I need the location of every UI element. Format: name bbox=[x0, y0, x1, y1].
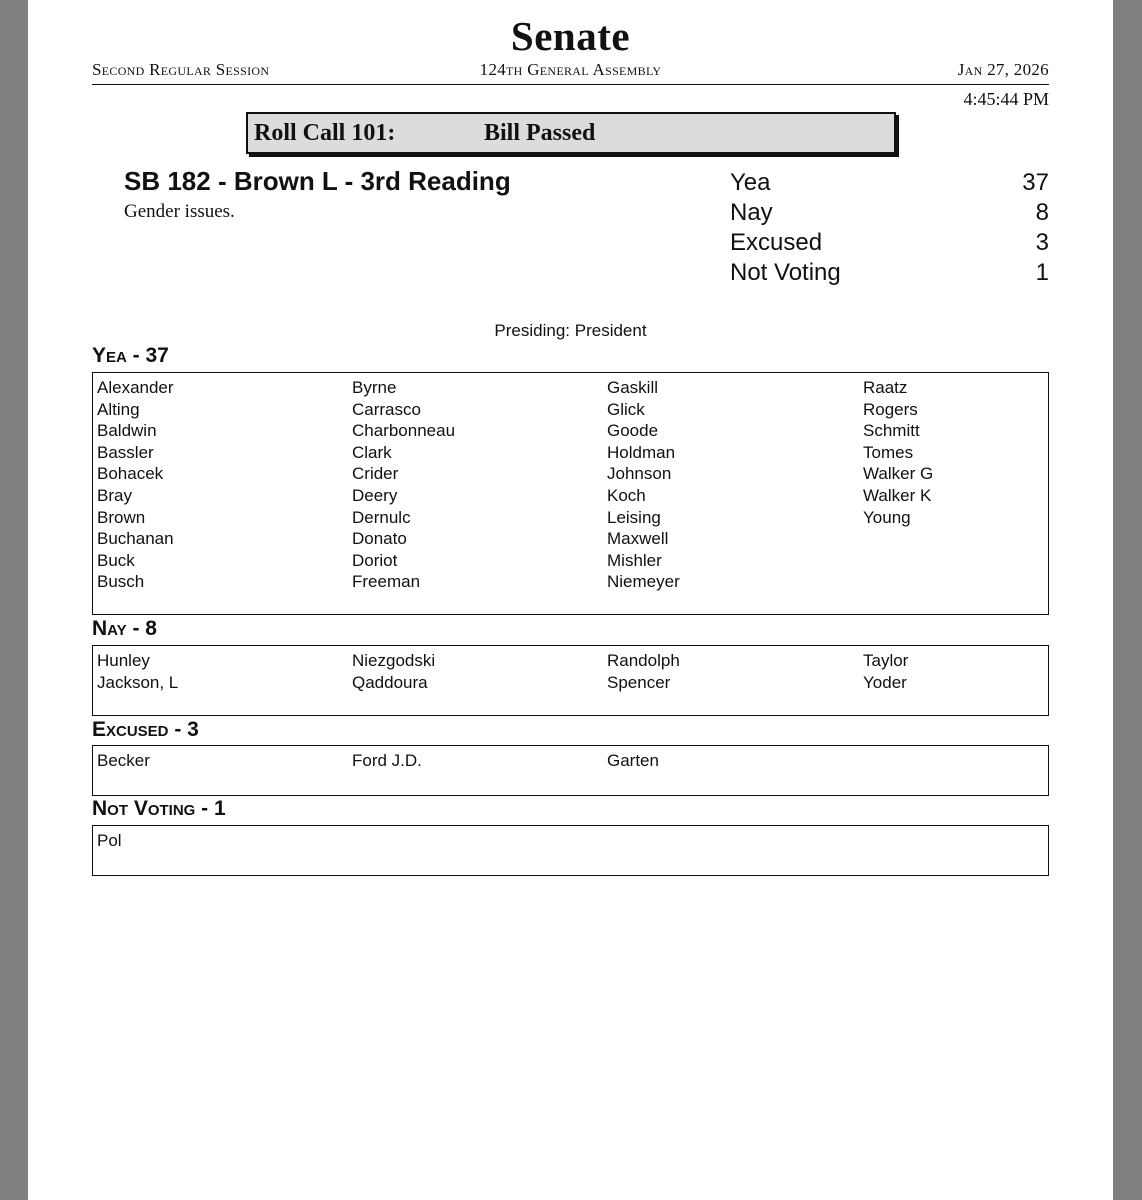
not-voting-names bbox=[97, 830, 1043, 852]
legislator-name: Yoder bbox=[863, 672, 907, 692]
legislator-name: Niemeyer bbox=[607, 572, 680, 592]
header-divider bbox=[92, 84, 1049, 85]
legislator-name: Koch bbox=[607, 485, 646, 505]
legislator-name: Holdman bbox=[607, 442, 676, 462]
yea-heading: Yea - 37 bbox=[92, 344, 169, 367]
yea-box bbox=[92, 372, 1049, 615]
legislator-name: Alting bbox=[97, 399, 140, 419]
legislator-name: Becker bbox=[97, 751, 150, 770]
page-title: Senate bbox=[510, 13, 631, 59]
legislator-name: Carrasco bbox=[352, 399, 421, 419]
legislator-name: Young bbox=[863, 507, 911, 527]
legislator-name: Qaddoura bbox=[352, 672, 428, 692]
not-voting-box bbox=[92, 825, 1049, 876]
legislator-name: Glick bbox=[607, 399, 645, 419]
legislator-name: Schmitt bbox=[863, 421, 920, 441]
legislator-name: Raatz bbox=[863, 378, 908, 397]
excused-names bbox=[97, 750, 1043, 772]
legislator-name: Donato bbox=[352, 529, 407, 549]
tally-count: 8 bbox=[1035, 199, 1049, 226]
tally-count: 37 bbox=[1022, 169, 1049, 196]
tally-count: 3 bbox=[1035, 229, 1049, 256]
legislator-name: Gaskill bbox=[607, 378, 659, 397]
legislator-name: Hunley bbox=[97, 651, 150, 670]
viewer-background bbox=[1113, 0, 1142, 1200]
legislator-name: Bohacek bbox=[97, 464, 164, 484]
tally-count: 1 bbox=[1035, 259, 1049, 286]
excused-box bbox=[92, 745, 1049, 796]
legislator-name: Dernulc bbox=[352, 507, 411, 527]
legislator-name: Tomes bbox=[863, 442, 914, 462]
legislator-name: Ford J.D. bbox=[352, 751, 422, 770]
legislator-name: Randolph bbox=[607, 651, 680, 670]
session-label: Second Regular Session bbox=[92, 60, 270, 79]
nay-box bbox=[92, 645, 1049, 716]
legislator-name: Rogers bbox=[863, 399, 918, 419]
tally-row-not-voting bbox=[730, 258, 1049, 288]
nay-names bbox=[97, 650, 1043, 693]
vote-tally bbox=[730, 168, 1049, 288]
nay-heading: Nay - 8 bbox=[92, 617, 157, 640]
roll-call-banner bbox=[246, 112, 896, 154]
bill-title: SB 182 - Brown L - 3rd Reading bbox=[124, 166, 511, 196]
date-label: Jan 27, 2026 bbox=[957, 60, 1049, 79]
legislator-name: Pol bbox=[97, 831, 122, 850]
tally-label: Yea bbox=[730, 169, 771, 196]
presiding-officer: Presiding: President bbox=[494, 321, 647, 340]
legislator-name: Alexander bbox=[97, 378, 174, 397]
excused-heading: Excused - 3 bbox=[92, 718, 199, 741]
legislator-name: Buck bbox=[97, 550, 135, 570]
legislator-name: Baldwin bbox=[97, 421, 157, 441]
legislator-name: Johnson bbox=[607, 464, 672, 484]
tally-label: Not Voting bbox=[730, 259, 841, 286]
legislator-name: Spencer bbox=[607, 672, 671, 692]
legislator-name: Clark bbox=[352, 442, 392, 462]
legislator-name: Busch bbox=[97, 572, 145, 592]
legislator-name: Deery bbox=[352, 485, 398, 505]
roll-call-result: Bill Passed bbox=[484, 119, 596, 146]
legislator-name: Bassler bbox=[97, 442, 154, 462]
bill-subject: Gender issues. bbox=[124, 201, 235, 222]
legislator-name: Garten bbox=[607, 751, 659, 770]
legislator-name: Crider bbox=[352, 464, 399, 484]
tally-row-yea bbox=[730, 168, 1049, 198]
legislator-name: Bray bbox=[97, 485, 132, 505]
roll-call-number: Roll Call 101: bbox=[254, 119, 396, 146]
legislator-name: Brown bbox=[97, 507, 146, 527]
legislator-name: Buchanan bbox=[97, 529, 174, 549]
yea-names bbox=[97, 377, 1043, 593]
assembly-label: 124th General Assembly bbox=[479, 60, 662, 79]
legislator-name: Charbonneau bbox=[352, 421, 456, 441]
tally-label: Nay bbox=[730, 199, 773, 226]
legislator-name: Walker G bbox=[863, 464, 934, 484]
legislator-name: Jackson, L bbox=[97, 672, 179, 692]
not-voting-heading: Not Voting - 1 bbox=[92, 797, 226, 820]
legislator-name: Freeman bbox=[352, 572, 421, 592]
tally-row-excused bbox=[730, 228, 1049, 258]
legislator-name: Walker K bbox=[863, 485, 932, 505]
document-page bbox=[28, 0, 1113, 1200]
legislator-name: Mishler bbox=[607, 550, 662, 570]
legislator-name: Doriot bbox=[352, 550, 398, 570]
time-label: 4:45:44 PM bbox=[963, 89, 1049, 109]
legislator-name: Byrne bbox=[352, 378, 397, 397]
legislator-name: Leising bbox=[607, 507, 661, 527]
tally-row-nay bbox=[730, 198, 1049, 228]
page-content bbox=[92, 0, 1049, 1200]
tally-label: Excused bbox=[730, 229, 823, 256]
legislator-name: Maxwell bbox=[607, 529, 669, 549]
legislator-name: Taylor bbox=[863, 651, 909, 670]
legislator-name: Goode bbox=[607, 421, 659, 441]
legislator-name: Niezgodski bbox=[352, 651, 436, 670]
